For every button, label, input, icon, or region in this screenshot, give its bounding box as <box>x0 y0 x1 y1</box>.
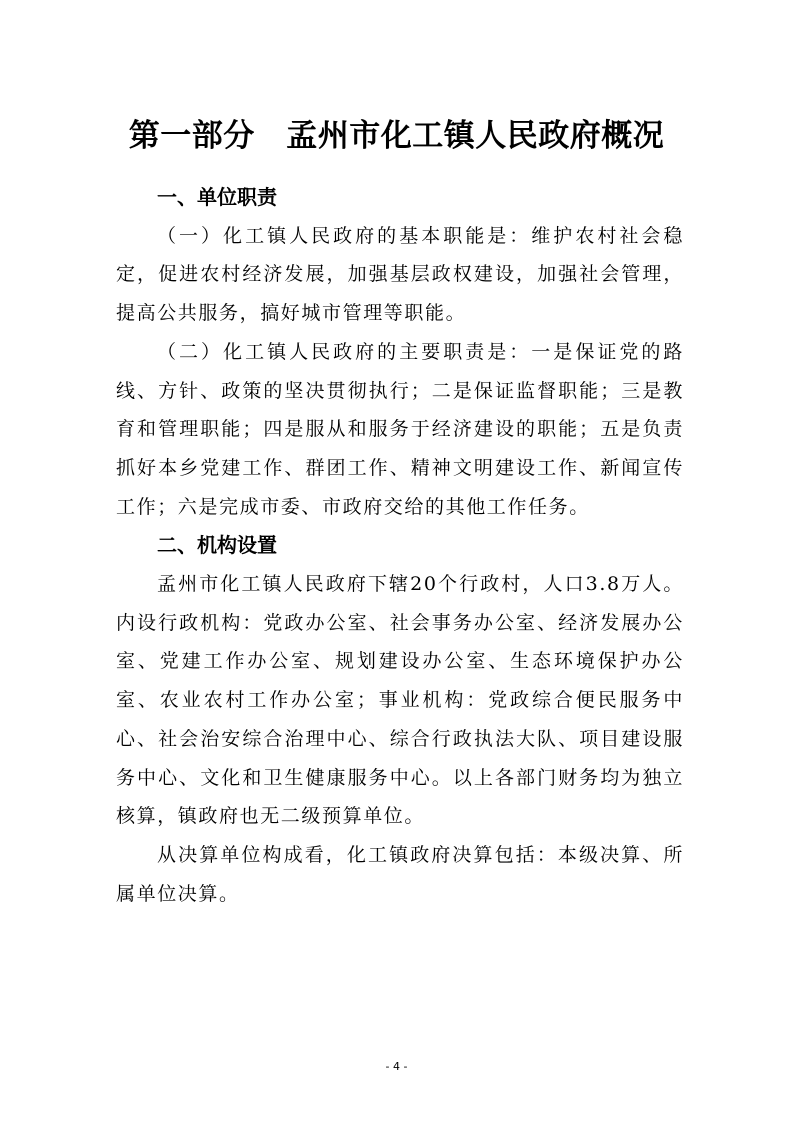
page-number: - 4 - <box>385 1060 408 1073</box>
document-body <box>116 178 684 913</box>
paragraph-main-duties: （二）化工镇人民政府的主要职责是：一是保证党的路线、方针、政策的坚决贯彻执行；二是保证监督职能；三是教育和管理职能；四是服从和服务于经济建设的职能；五是负责抓好本乡党建工作、群团工作、精神文明建设工作、新闻宣传工作；六是完成市委、市政府交给的其他工作任务。 <box>116 340 684 518</box>
paragraph-basic-functions: （一）化工镇人民政府的基本职能是：维护农村社会稳定，促进农村经济发展，加强基层政权建设，加强社会管理，提高公共服务，搞好城市管理等职能。 <box>116 224 684 325</box>
paragraph-budget-composition: 从决算单位构成看，化工镇政府决算包括：本级决算、所属单位决算。 <box>116 843 684 905</box>
section-heading-organization: 二、机构设置 <box>157 533 277 558</box>
section-heading-duties: 一、单位职责 <box>157 185 277 209</box>
page-title: 第一部分 孟州市化工镇人民政府概况 <box>128 117 665 154</box>
paragraph-organization: 孟州市化工镇人民政府下辖20个行政村，人口3.8万人。内设行政机构：党政办公室、社会事务办公室、经济发展办公室、党建工作办公室、规划建设办公室、生态环境保护办公室、农业农村工作办公室；事业机构：党政综合便民服务中心、社会治安综合治理中心、综合行政执法大队、项目建设服务中心、文化和卫生健康服务中心。以上各部门财务均为独立核算，镇政府也无二级预算单位。 <box>116 573 684 828</box>
